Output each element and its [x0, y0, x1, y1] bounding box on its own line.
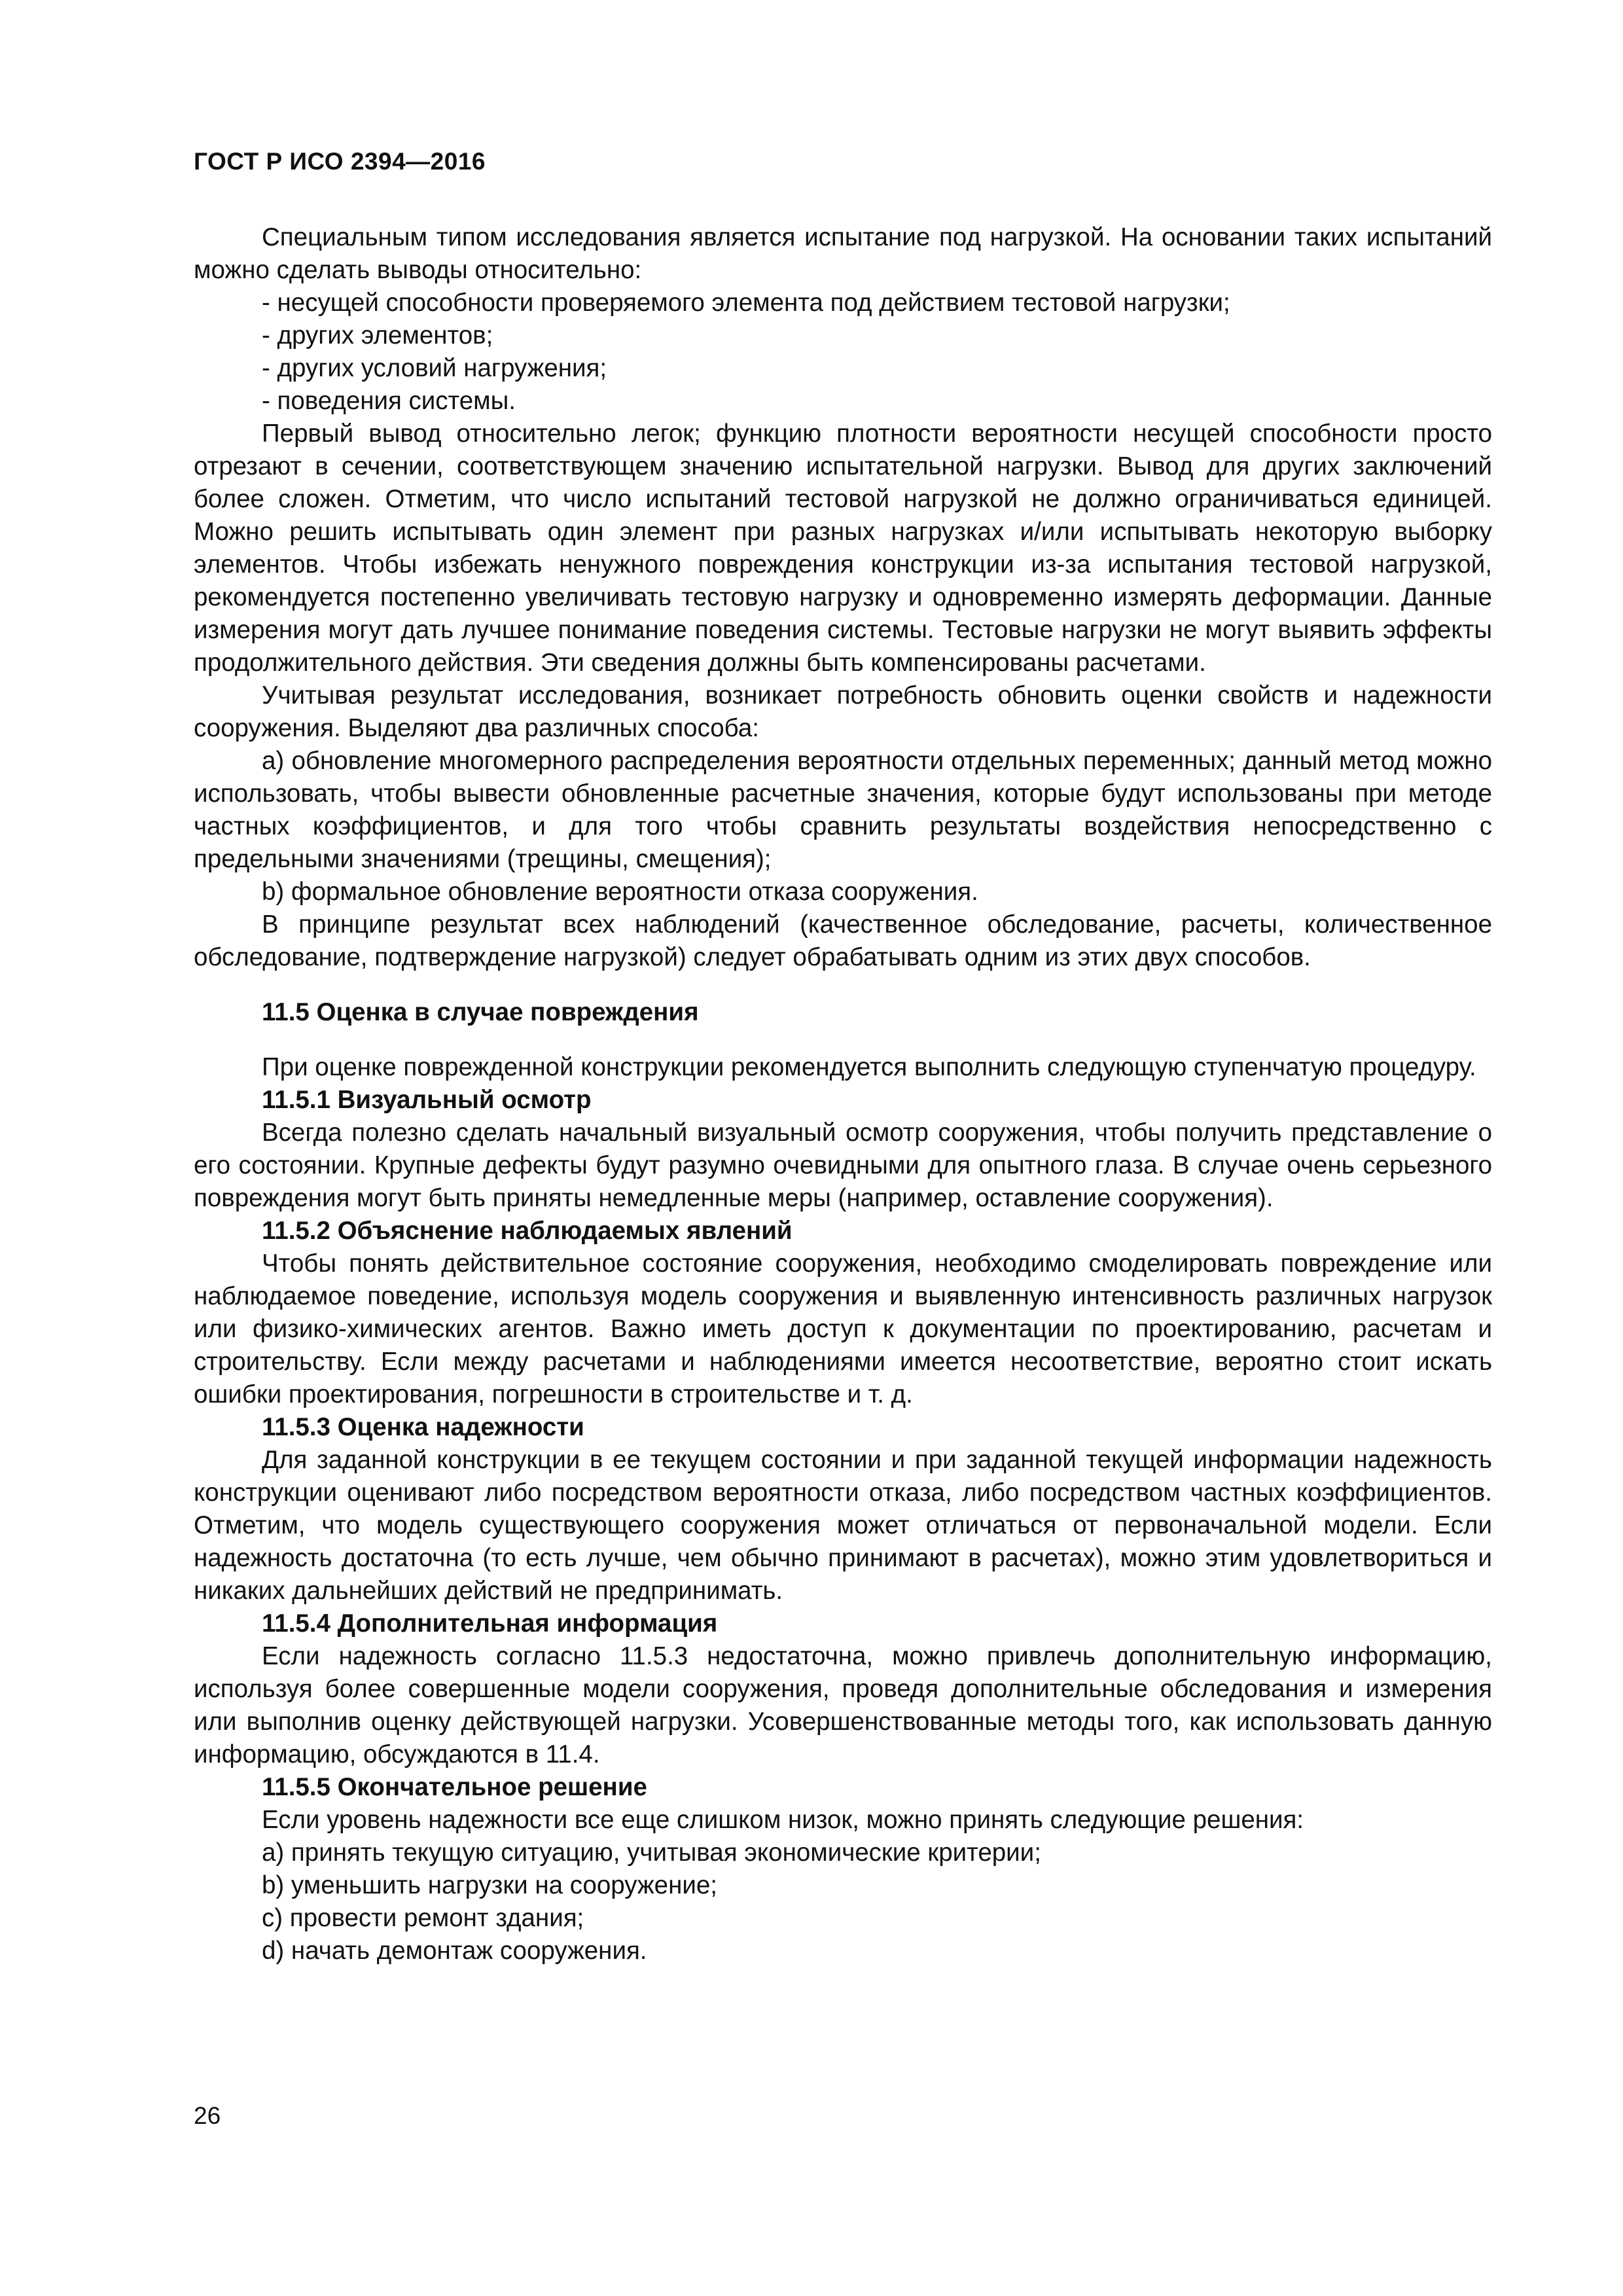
list-item: с) провести ремонт здания;: [262, 1904, 584, 1932]
section-heading-11-5-3: 11.5.3 Оценка надежности: [262, 1413, 584, 1441]
page-number: 26: [194, 2102, 221, 2129]
list-item: а) принять текущую ситуацию, учитывая экономические критерии;: [262, 1839, 1041, 1867]
document-body: [194, 221, 1492, 1967]
section-text-11-5-2: Чтобы понять действительное состояние сооружения, необходимо смоделировать повреждение или наблюдаемое поведение, используя модель сооружения и выявленную интенсивность различных нагрузок или физико-химических агентов. Важно иметь доступ к документации по проектированию, расчетам и строительству. Если между расчетами и наблюдениями имеется несоответствие, вероятно стоит искать ошибки проектирования, погрешности в строительстве и т. д.: [194, 1249, 1492, 1408]
section-heading-11-5-2: 11.5.2 Объяснение наблюдаемых явлений: [262, 1217, 793, 1245]
list-item: - несущей способности проверяемого элемента под действием тестовой нагрузки;: [262, 289, 1230, 317]
list-item: - поведения системы.: [262, 387, 516, 415]
section-heading-11-5-1: 11.5.1 Визуальный осмотр: [262, 1086, 592, 1114]
paragraph-observation-results: В принципе результат всех наблюдений (качественное обследование, расчеты, количественное обследование, подтверждение нагрузкой) следует обрабатывать одним из этих двух способов.: [194, 910, 1492, 971]
paragraph-method-b: b) формальное обновление вероятности отказа сооружения.: [262, 878, 978, 906]
section-heading-11-5-4: 11.5.4 Дополнительная информация: [262, 1609, 718, 1638]
list-item: - других условий нагружения;: [262, 354, 607, 382]
list-item: b) уменьшить нагрузки на сооружение;: [262, 1871, 717, 1899]
section-text-11-5-5: Если уровень надежности все еще слишком низок, можно принять следующие решения:: [262, 1806, 1304, 1834]
paragraph-updating-estimates: Учитывая результат исследования, возникает потребность обновить оценки свойств и надежности сооружения. Выделяют два различных способа:: [194, 681, 1492, 742]
paragraph-load-testing: Специальным типом исследования является испытание под нагрузкой. На основании таких испытаний можно сделать выводы относительно:: [194, 223, 1492, 284]
section-text-11-5: При оценке поврежденной конструкции рекомендуется выполнить следующую ступенчатую процедуру.: [262, 1053, 1476, 1081]
list-item: d) начать демонтаж сооружения.: [262, 1937, 647, 1965]
section-heading-11-5-5: 11.5.5 Окончательное решение: [262, 1773, 647, 1801]
section-text-11-5-4: Если надежность согласно 11.5.3 недостаточна, можно привлечь дополнительную информацию, используя более совершенные модели сооружения, проведя дополнительные обследования и измерения или выполнив оценку действующей нагрузки. Усовершенствованные методы того, как использовать данную информацию, обсуждаются в 11.4.: [194, 1642, 1492, 1768]
list-item: - других элементов;: [262, 321, 493, 350]
section-text-11-5-1: Всегда полезно сделать начальный визуальный осмотр сооружения, чтобы получить представление о его состоянии. Крупные дефекты будут разумно очевидными для опытного глаза. В случае очень серьезного повреждения могут быть приняты немедленные меры (например, оставление сооружения).: [194, 1119, 1492, 1212]
section-heading-11-5: 11.5 Оценка в случае повреждения: [262, 998, 699, 1026]
section-text-11-5-3: Для заданной конструкции в ее текущем состоянии и при заданной текущей информации надежность конструкции оценивают либо посредством вероятности отказа, либо посредством частных коэффициентов. Отметим, что модель существующего сооружения может отличаться от первоначальной модели. Если надежность достаточна (то есть лучше, чем обычно принимают в расчетах), можно этим удовлетвориться и никаких дальнейших действий не предпринимать.: [194, 1446, 1492, 1605]
paragraph-method-a: а) обновление многомерного распределения вероятности отдельных переменных; данный метод можно использовать, чтобы вывести обновленные расчетные значения, которые будут использованы при методе частных коэффициентов, и для того чтобы сравнить результаты воздействия непосредственно с предельными значениями (трещины, смещения);: [194, 747, 1492, 873]
document-code-header: ГОСТ Р ИСО 2394—2016: [194, 148, 486, 175]
paragraph-first-conclusion: Первый вывод относительно легок; функцию плотности вероятности несущей способности просто отрезают в сечении, соответствующем значению испытательной нагрузки. Вывод для других заключений более сложен. Отметим, что число испытаний тестовой нагрузкой не должно ограничиваться единицей. Можно решить испытывать один элемент при разных нагрузках и/или испытывать некоторую выборку элементов. Чтобы избежать ненужного повреждения конструкции из-за испытания тестовой нагрузкой, рекомендуется постепенно увеличивать тестовую нагрузку и одновременно измерять деформации. Данные измерения могут дать лучшее понимание поведения системы. Тестовые нагрузки не могут выявить эффекты продолжительного действия. Эти сведения должны быть компенсированы расчетами.: [194, 420, 1492, 677]
